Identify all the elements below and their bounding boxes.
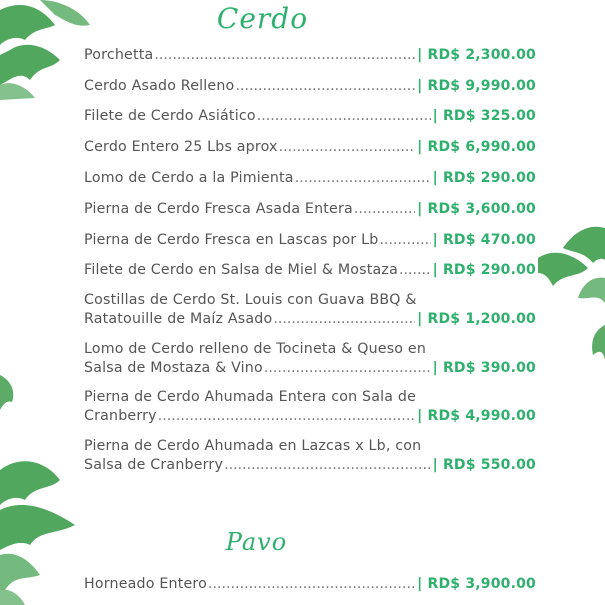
item-name: Pierna de Cerdo Fresca en Lascas por Lb (84, 232, 379, 248)
leader-dots (208, 575, 415, 594)
item-name-line-1: Costillas de Cerdo St. Louis con Guava BBQ & (84, 292, 417, 308)
item-price: | RD$ 550.00 (432, 457, 536, 473)
menu-item (84, 231, 536, 250)
section-title-cerdo: Cerdo (216, 2, 309, 35)
menu-item (84, 46, 536, 65)
menu-item (84, 200, 536, 219)
leader-dots (273, 310, 415, 329)
item-name-line-2: Cranberry (84, 408, 157, 424)
item-name: Cerdo Entero 25 Lbs aprox (84, 139, 278, 155)
item-name: Filete de Cerdo en Salsa de Miel & Mostaza (84, 262, 398, 278)
leader-dots (235, 77, 415, 96)
item-price: | RD$ 470.00 (432, 232, 536, 248)
item-name-line-1: Pierna de Cerdo Ahumada en Lazcas x Lb, con (84, 438, 422, 454)
section-title-pavo: Pavo (225, 528, 288, 556)
menu-item (84, 437, 536, 475)
leaf-decoration-right-icon (538, 218, 605, 318)
item-name: Cerdo Asado Relleno (84, 78, 235, 94)
menu-item (84, 261, 536, 280)
item-name-line-2: Salsa de Mostaza & Vino (84, 360, 263, 376)
item-name: Porchetta (84, 47, 154, 63)
leader-dots (158, 407, 415, 426)
menu-item (84, 575, 536, 594)
item-price: | RD$ 325.00 (432, 108, 536, 124)
leader-dots (399, 261, 431, 280)
leader-dots (224, 456, 431, 475)
item-price: | RD$ 390.00 (432, 360, 536, 376)
item-name-line-2: Ratatouille de Maíz Asado (84, 311, 273, 327)
item-price: | RD$ 290.00 (432, 170, 536, 186)
item-price: | RD$ 2,300.00 (417, 47, 536, 63)
menu-item (84, 340, 536, 378)
menu-item (84, 169, 536, 188)
menu-item (84, 138, 536, 157)
leader-dots (379, 231, 430, 250)
item-price: | RD$ 3,600.00 (417, 201, 536, 217)
leader-dots (154, 46, 415, 65)
menu-item (84, 388, 536, 426)
leader-dots (257, 107, 431, 126)
item-price: | RD$ 6,990.00 (417, 139, 536, 155)
item-price: | RD$ 9,990.00 (417, 78, 536, 94)
leader-dots (264, 359, 431, 378)
item-name: Filete de Cerdo Asiático (84, 108, 256, 124)
leader-dots (279, 138, 416, 157)
leaf-decoration-right-small-icon (585, 320, 605, 370)
item-name: Pierna de Cerdo Fresca Asada Entera (84, 201, 353, 217)
menu-item (84, 77, 536, 96)
leaf-decoration-left-small-icon (0, 370, 18, 430)
item-price: | RD$ 1,200.00 (417, 311, 536, 327)
item-name-line-1: Lomo de Cerdo relleno de Tocineta & Queso en (84, 341, 427, 357)
item-price: | RD$ 4,990.00 (417, 408, 536, 424)
item-price: | RD$ 290.00 (432, 262, 536, 278)
menu-item (84, 107, 536, 126)
item-name-line-1: Pierna de Cerdo Ahumada Entera con Sala de (84, 389, 417, 405)
menu-item (84, 291, 536, 329)
item-name-line-2: Salsa de Cranberry (84, 457, 224, 473)
item-price: | RD$ 3,900.00 (417, 576, 536, 592)
leader-dots (295, 169, 431, 188)
leader-dots (354, 200, 415, 219)
item-name: Lomo de Cerdo a la Pimienta (84, 170, 294, 186)
item-name: Horneado Entero (84, 576, 207, 592)
